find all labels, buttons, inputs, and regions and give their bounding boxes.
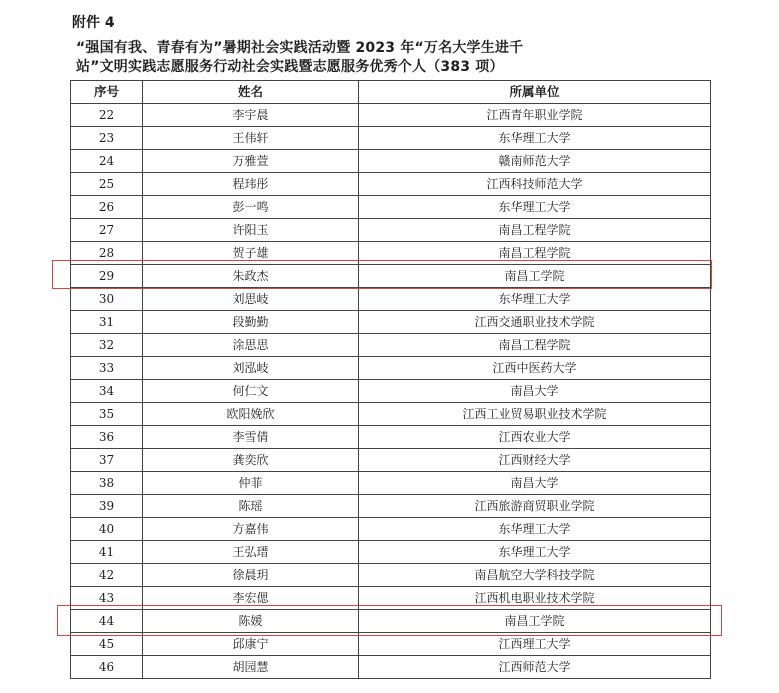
row-unit: 江西中医药大学 bbox=[359, 357, 711, 380]
row-name: 邱康宁 bbox=[143, 633, 359, 656]
row-unit: 江西农业大学 bbox=[359, 426, 711, 449]
row-number: 30 bbox=[71, 288, 143, 311]
row-unit: 江西财经大学 bbox=[359, 449, 711, 472]
row-number: 39 bbox=[71, 495, 143, 518]
row-name: 王伟轩 bbox=[143, 127, 359, 150]
document-title-line-1: “强国有我、青春有为”暑期社会实践活动暨 2023 年“万名大学生进千 bbox=[76, 40, 524, 56]
row-number: 34 bbox=[71, 380, 143, 403]
row-number: 43 bbox=[71, 587, 143, 610]
header-number: 序号 bbox=[71, 81, 143, 104]
row-name: 胡园慧 bbox=[143, 656, 359, 679]
attachment-label: 附件 4 bbox=[72, 15, 115, 31]
row-number: 41 bbox=[71, 541, 143, 564]
row-unit: 江西工业贸易职业技术学院 bbox=[359, 403, 711, 426]
row-name: 李宇晨 bbox=[143, 104, 359, 127]
row-number: 36 bbox=[71, 426, 143, 449]
row-unit: 江西青年职业学院 bbox=[359, 104, 711, 127]
table-row bbox=[71, 150, 711, 173]
row-name: 龚奕欣 bbox=[143, 449, 359, 472]
row-number: 32 bbox=[71, 334, 143, 357]
table-header-row bbox=[71, 81, 711, 104]
row-unit: 东华理工大学 bbox=[359, 518, 711, 541]
table-row bbox=[71, 173, 711, 196]
row-number: 44 bbox=[71, 610, 143, 633]
row-name: 许阳玉 bbox=[143, 219, 359, 242]
table-row bbox=[71, 587, 711, 610]
row-number: 38 bbox=[71, 472, 143, 495]
row-name: 李雪倩 bbox=[143, 426, 359, 449]
table-row-highlighted bbox=[71, 265, 711, 288]
row-name: 李宏偲 bbox=[143, 587, 359, 610]
row-unit: 江西交通职业技术学院 bbox=[359, 311, 711, 334]
row-number: 33 bbox=[71, 357, 143, 380]
row-number: 35 bbox=[71, 403, 143, 426]
row-number: 23 bbox=[71, 127, 143, 150]
table-row bbox=[71, 288, 711, 311]
row-name: 彭一鸣 bbox=[143, 196, 359, 219]
row-number: 24 bbox=[71, 150, 143, 173]
table-row bbox=[71, 196, 711, 219]
row-number: 42 bbox=[71, 564, 143, 587]
row-name: 陈媛 bbox=[143, 610, 359, 633]
table-row bbox=[71, 403, 711, 426]
row-name: 刘思岐 bbox=[143, 288, 359, 311]
row-name: 陈瑶 bbox=[143, 495, 359, 518]
honor-list-table bbox=[70, 80, 711, 679]
row-number: 45 bbox=[71, 633, 143, 656]
table-row bbox=[71, 104, 711, 127]
row-unit: 南昌工学院 bbox=[359, 610, 711, 633]
row-name: 贺子雄 bbox=[143, 242, 359, 265]
row-number: 25 bbox=[71, 173, 143, 196]
row-name: 段勤勤 bbox=[143, 311, 359, 334]
row-name: 欧阳娩欣 bbox=[143, 403, 359, 426]
table-row bbox=[71, 127, 711, 150]
document-title-line-2: 站”文明实践志愿服务行动社会实践暨志愿服务优秀个人（383 项） bbox=[76, 59, 504, 75]
table-row bbox=[71, 564, 711, 587]
row-name: 何仁文 bbox=[143, 380, 359, 403]
row-number: 31 bbox=[71, 311, 143, 334]
table-row bbox=[71, 219, 711, 242]
table-row bbox=[71, 495, 711, 518]
row-unit: 东华理工大学 bbox=[359, 288, 711, 311]
table-row bbox=[71, 357, 711, 380]
row-unit: 江西机电职业技术学院 bbox=[359, 587, 711, 610]
row-unit: 江西理工大学 bbox=[359, 633, 711, 656]
row-unit: 东华理工大学 bbox=[359, 196, 711, 219]
row-name: 刘泓岐 bbox=[143, 357, 359, 380]
header-unit: 所属单位 bbox=[359, 81, 711, 104]
row-number: 26 bbox=[71, 196, 143, 219]
row-number: 46 bbox=[71, 656, 143, 679]
row-unit: 东华理工大学 bbox=[359, 541, 711, 564]
row-unit: 南昌工程学院 bbox=[359, 219, 711, 242]
header-name: 姓名 bbox=[143, 81, 359, 104]
row-unit: 东华理工大学 bbox=[359, 127, 711, 150]
row-name: 程玮彤 bbox=[143, 173, 359, 196]
row-number: 22 bbox=[71, 104, 143, 127]
table-row bbox=[71, 334, 711, 357]
table-row bbox=[71, 426, 711, 449]
row-unit: 南昌工学院 bbox=[359, 265, 711, 288]
row-number: 40 bbox=[71, 518, 143, 541]
row-unit: 江西科技师范大学 bbox=[359, 173, 711, 196]
table-row bbox=[71, 380, 711, 403]
row-number: 27 bbox=[71, 219, 143, 242]
row-unit: 赣南师范大学 bbox=[359, 150, 711, 173]
row-name: 朱政杰 bbox=[143, 265, 359, 288]
table-row bbox=[71, 633, 711, 656]
row-name: 涂思思 bbox=[143, 334, 359, 357]
row-unit: 南昌工程学院 bbox=[359, 334, 711, 357]
row-number: 37 bbox=[71, 449, 143, 472]
table-row bbox=[71, 518, 711, 541]
row-unit: 南昌工程学院 bbox=[359, 242, 711, 265]
row-unit: 南昌大学 bbox=[359, 380, 711, 403]
table-row bbox=[71, 242, 711, 265]
table-row bbox=[71, 472, 711, 495]
row-number: 29 bbox=[71, 265, 143, 288]
row-number: 28 bbox=[71, 242, 143, 265]
table-row-highlighted bbox=[71, 610, 711, 633]
row-name: 王弘瑨 bbox=[143, 541, 359, 564]
table-row bbox=[71, 656, 711, 679]
row-unit: 南昌大学 bbox=[359, 472, 711, 495]
row-unit: 南昌航空大学科技学院 bbox=[359, 564, 711, 587]
table-row bbox=[71, 541, 711, 564]
row-unit: 江西师范大学 bbox=[359, 656, 711, 679]
row-name: 万雅萱 bbox=[143, 150, 359, 173]
row-unit: 江西旅游商贸职业学院 bbox=[359, 495, 711, 518]
row-name: 徐晨玥 bbox=[143, 564, 359, 587]
row-name: 仲菲 bbox=[143, 472, 359, 495]
table-row bbox=[71, 449, 711, 472]
table-row bbox=[71, 311, 711, 334]
row-name: 方嘉伟 bbox=[143, 518, 359, 541]
